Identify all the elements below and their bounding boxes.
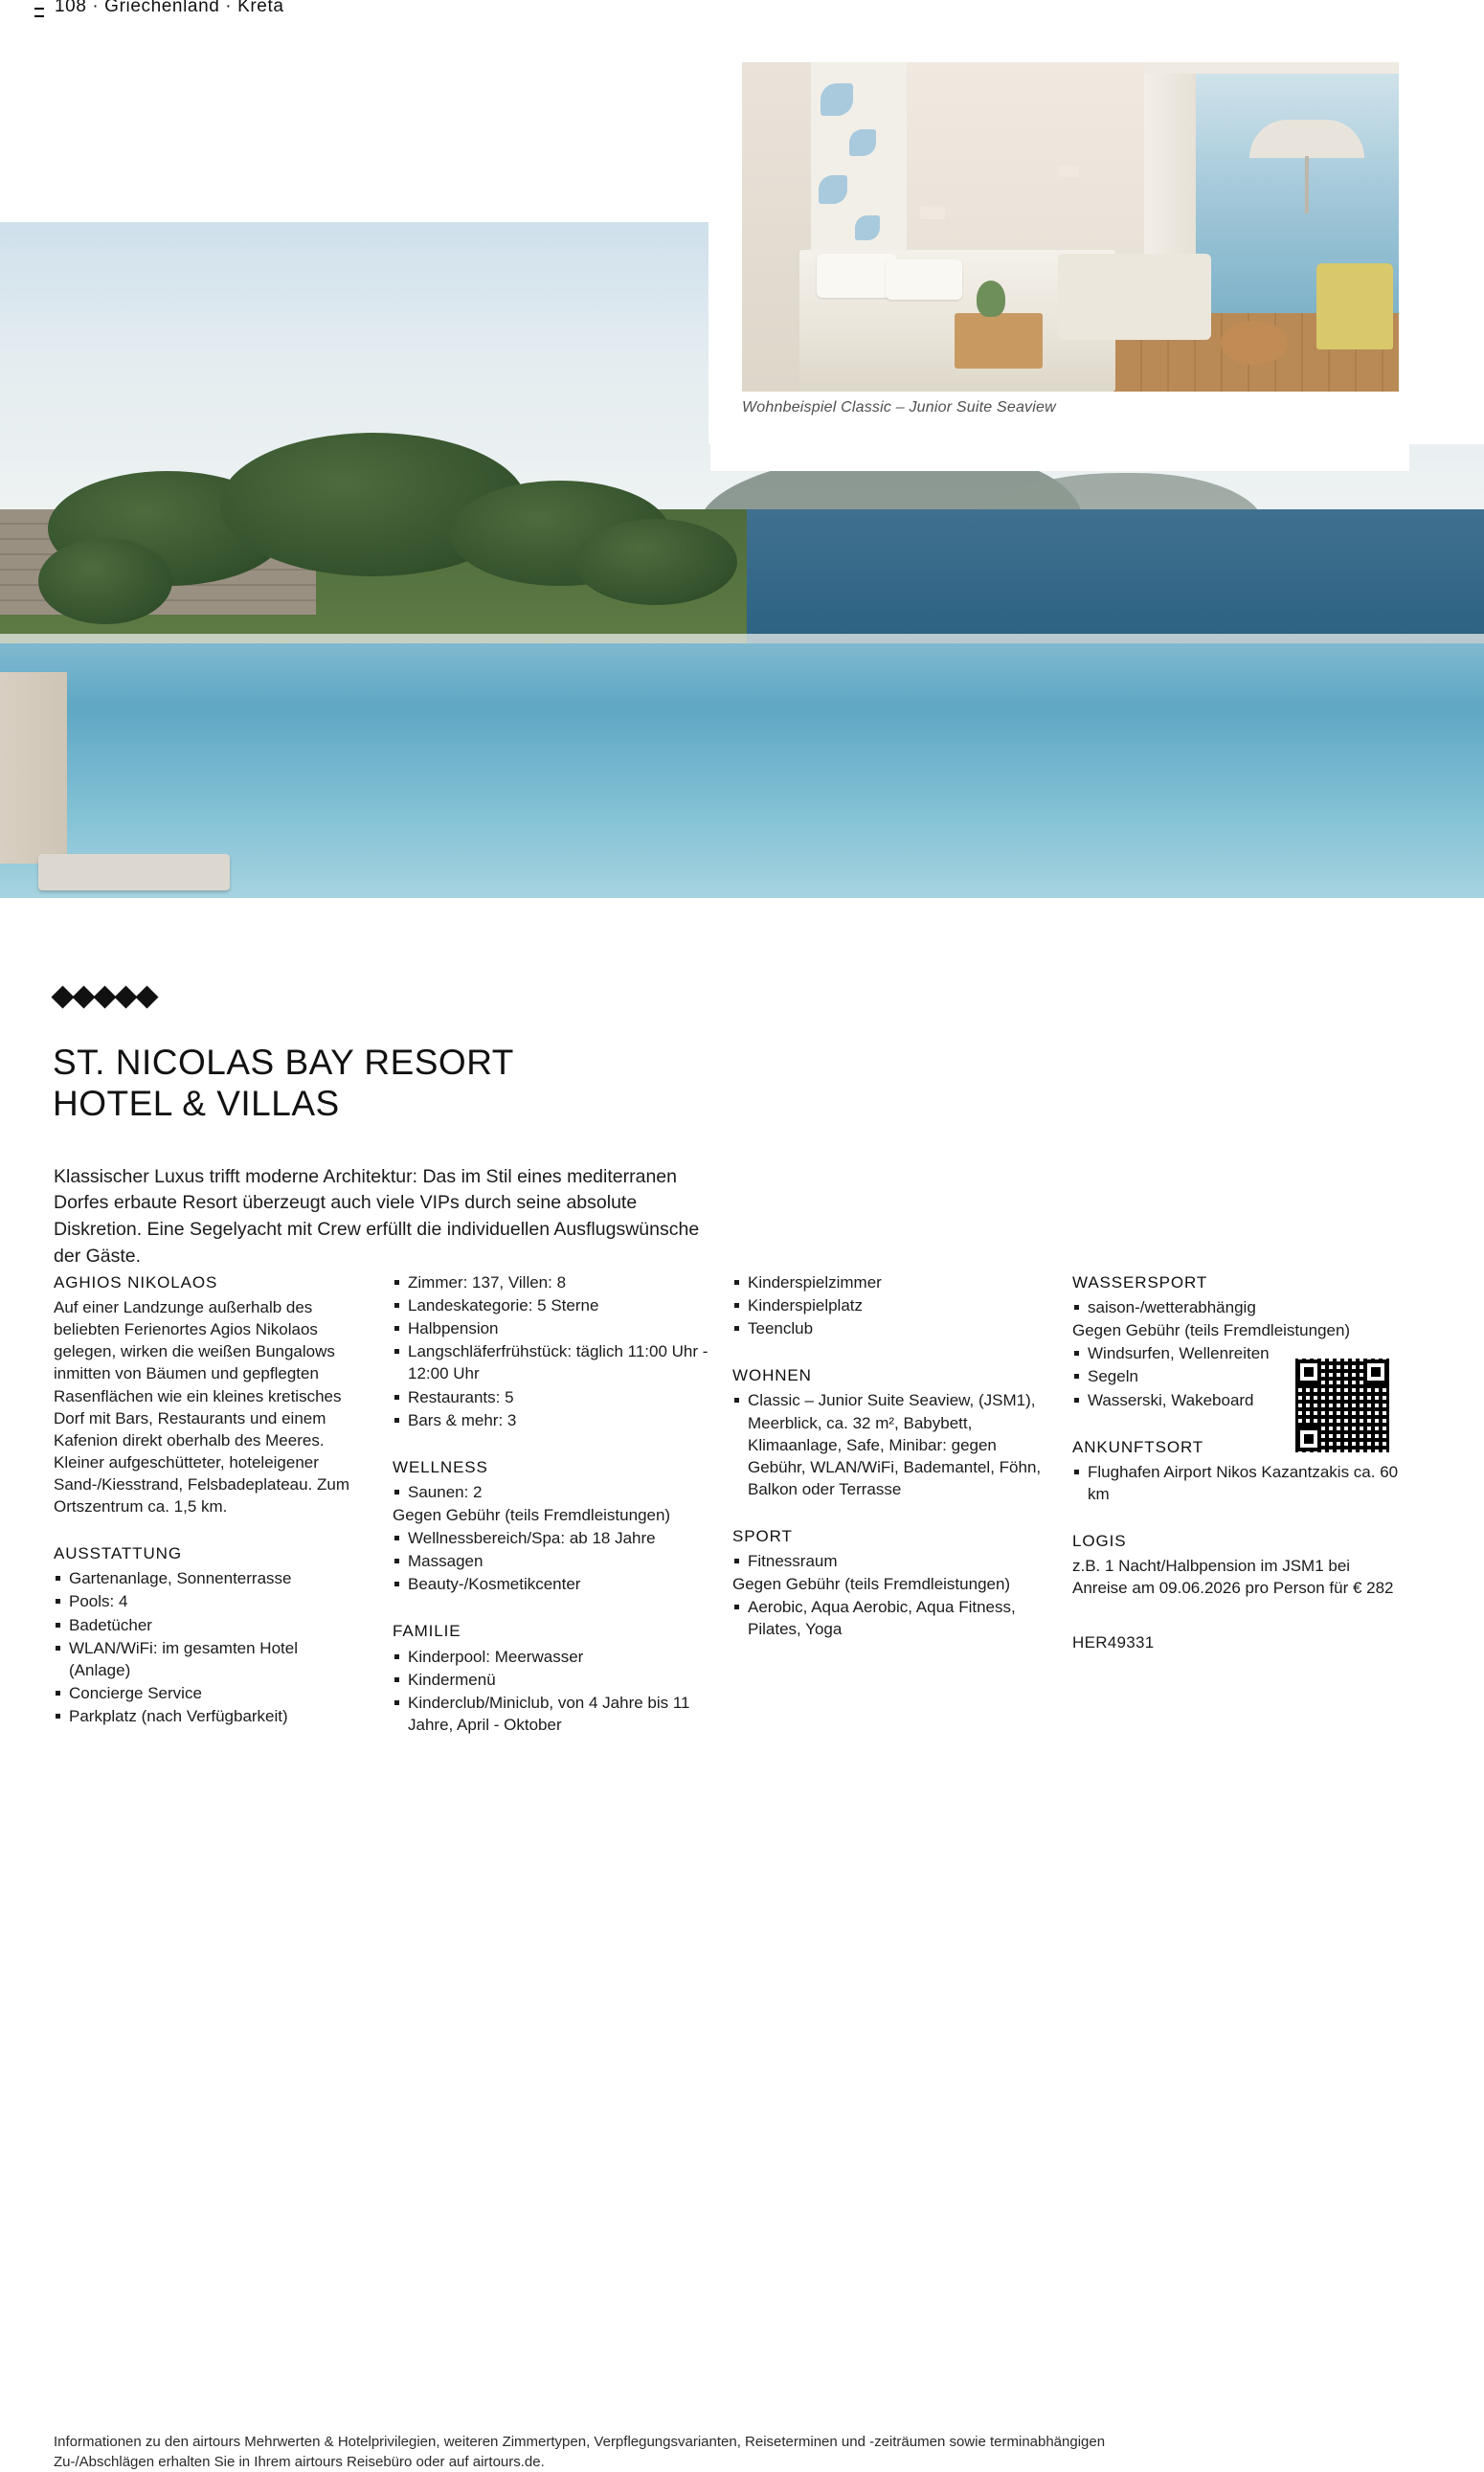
list-item: Aerobic, Aqua Aerobic, Aqua Fitness, Pilates, Yoga (732, 1596, 1048, 1640)
rating-diamond-icon (93, 985, 116, 1008)
facts-list (393, 1271, 708, 1431)
column-facts (393, 1271, 708, 1737)
section-title-location: AGHIOS NIKOLAOS (54, 1273, 218, 1292)
list-item: Gartenanlage, Sonnenterrasse (54, 1567, 360, 1589)
room-plant (977, 281, 1005, 317)
page-header (0, 0, 1484, 29)
room-photo (742, 62, 1399, 392)
list-item: Langschläferfrühstück: täglich 11:00 Uhr - 12:00 Uhr (393, 1340, 708, 1384)
section-title-features: AUSSTATTUNG (54, 1544, 182, 1563)
list-item: Windsurfen, Wellenreiten (1072, 1342, 1407, 1364)
sport-fee-note: Gegen Gebühr (teils Fremdleistungen) (732, 1575, 1011, 1594)
list-item: Wasserski, Wakeboard (1072, 1389, 1407, 1411)
section-title-logis: LOGIS (1072, 1531, 1127, 1550)
list-item: Concierge Service (54, 1682, 360, 1704)
list-item: Bars & mehr: 3 (393, 1409, 708, 1431)
list-item: Halbpension (393, 1317, 708, 1339)
section-title-sport: SPORT (732, 1526, 793, 1545)
list-item: Classic – Junior Suite Seaview, (JSM1), Meerblick, ca. 32 m², Babybett, Klimaanlage, Safe, Minibar: gegen Gebühr, WLAN/WiFi, Bademantel, Föhn, Balkon oder Terrasse (732, 1389, 1048, 1500)
list-item: Badetücher (54, 1614, 360, 1636)
room-photo-card (710, 53, 1409, 471)
column-watersport (1072, 1271, 1407, 1653)
features-list (54, 1567, 360, 1727)
location-description: Auf einer Landzunge außerhalb des beliebten Ferienortes Agios Nikolaos gelegen, wirken die weißen Bungalows inmitten von Bäumen und gepflegten Rasenflächen wie ein kleines kretisches Dorf mit Bars, Restaurants und einem Kafenion direkt oberhalb des Meeres. Kleiner aufgeschütteter, hoteleigener Sand-/Kiesstrand, Felsbadeplateau. Zum Ortszentrum ca. 1,5 km. (54, 1298, 350, 1517)
hotel-intro-text: Klassischer Luxus trifft moderne Architektur: Das im Stil eines mediterranen Dorfes erbaute Resort überzeugt auch viele VIPs durch seine absolute Diskretion. Eine Segelyacht mit Crew erfüllt die individuellen Ausflugswünsche der Gäste. (54, 1165, 700, 1267)
list-item: Pools: 4 (54, 1590, 360, 1612)
list-item: Flughafen Airport Nikos Kazantzakis ca. 60 km (1072, 1461, 1407, 1505)
rating-diamond-icon (51, 985, 74, 1008)
terrace-umbrella (1249, 120, 1364, 158)
section-title-watersport: WASSERSPORT (1072, 1273, 1208, 1292)
list-item: Segeln (1072, 1365, 1407, 1387)
section-title-family: FAMILIE (393, 1622, 461, 1641)
section-title-living: WOHNEN (732, 1366, 812, 1385)
room-side-table (955, 313, 1043, 369)
section-title-wellness: WELLNESS (393, 1457, 488, 1476)
room-photo-caption: Wohnbeispiel Classic – Junior Suite Seaview (742, 399, 1056, 416)
family-list-continued (732, 1271, 1048, 1339)
list-item: Kinderspielplatz (732, 1294, 1048, 1316)
page-marker-icon (34, 8, 44, 17)
list-item: Fitnessraum (732, 1550, 1048, 1572)
list-item: Massagen (393, 1550, 708, 1572)
room-wall-lamp (920, 206, 945, 219)
terrace-chair (1316, 263, 1393, 349)
rating-diamond-icon (135, 985, 158, 1008)
rating-diamond-icon (72, 985, 95, 1008)
watersport-fee-note: Gegen Gebühr (teils Fremdleistungen) (1072, 1321, 1351, 1340)
living-list (732, 1389, 1048, 1500)
list-item: Zimmer: 137, Villen: 8 (393, 1271, 708, 1293)
hotel-code: HER49331 (1072, 1633, 1155, 1652)
hero-sunlounger (38, 854, 230, 890)
list-item: Saunen: 2 (393, 1481, 708, 1503)
breadcrumb: 108 · Griechenland · Kreta (55, 0, 284, 16)
column-location (54, 1271, 360, 1728)
list-item: Restaurants: 5 (393, 1386, 708, 1408)
list-item: saison-/wetterabhängig (1072, 1296, 1407, 1318)
footer-disclaimer: Informationen zu den airtours Mehrwerten & Hotelprivilegien, weiteren Zimmertypen, Verpflegungsvarianten, Reiseterminen und -zeiträumen sowie terminabhängigen Zu-/Abschlägen erhalten Sie in Ihrem airtours Reisebüro oder auf airtours.de. (54, 2434, 1106, 2470)
list-item: Teenclub (732, 1317, 1048, 1339)
rating-diamond-icon (114, 985, 137, 1008)
arrival-list (1072, 1461, 1407, 1505)
list-item: WLAN/WiFi: im gesamten Hotel (Anlage) (54, 1637, 360, 1681)
family-list (393, 1646, 708, 1736)
hero-cabana (0, 672, 67, 864)
list-item: Landeskategorie: 5 Sterne (393, 1294, 708, 1316)
list-item: Kinderspielzimmer (732, 1271, 1048, 1293)
wellness-list (393, 1481, 708, 1596)
qr-code[interactable] (1294, 1358, 1390, 1453)
list-item: Wellnessbereich/Spa: ab 18 Jahre (393, 1527, 708, 1549)
hotel-title-line2: HOTEL & VILLAS (53, 1084, 340, 1124)
room-wall-lamp (1058, 166, 1079, 177)
column-living (732, 1271, 1048, 1642)
sport-list (732, 1550, 1048, 1640)
list-item: Beauty-/Kosmetikcenter (393, 1573, 708, 1595)
page-title (53, 1042, 761, 1125)
list-item: Parkplatz (nach Verfügbarkeit) (54, 1705, 360, 1727)
star-rating (55, 989, 155, 1005)
list-item: Kinderclub/Miniclub, von 4 Jahre bis 11 Jahre, April - Oktober (393, 1692, 708, 1736)
list-item: Kinderpool: Meerwasser (393, 1646, 708, 1668)
logis-price-text: z.B. 1 Nacht/Halbpension im JSM1 bei Anreise am 09.06.2026 pro Person für € 282 (1072, 1557, 1394, 1598)
wellness-fee-note: Gegen Gebühr (teils Fremdleistungen) (393, 1505, 671, 1524)
hero-trees (38, 414, 708, 634)
room-pillow (886, 259, 962, 300)
list-item: Kindermenü (393, 1669, 708, 1691)
room-armchair (1058, 254, 1211, 340)
hotel-title-line1: ST. NICOLAS BAY RESORT (53, 1042, 514, 1082)
room-round-table (1221, 321, 1288, 365)
terrace-umbrella-pole (1305, 156, 1309, 213)
section-title-arrival: ANKUNFTSORT (1072, 1437, 1204, 1456)
